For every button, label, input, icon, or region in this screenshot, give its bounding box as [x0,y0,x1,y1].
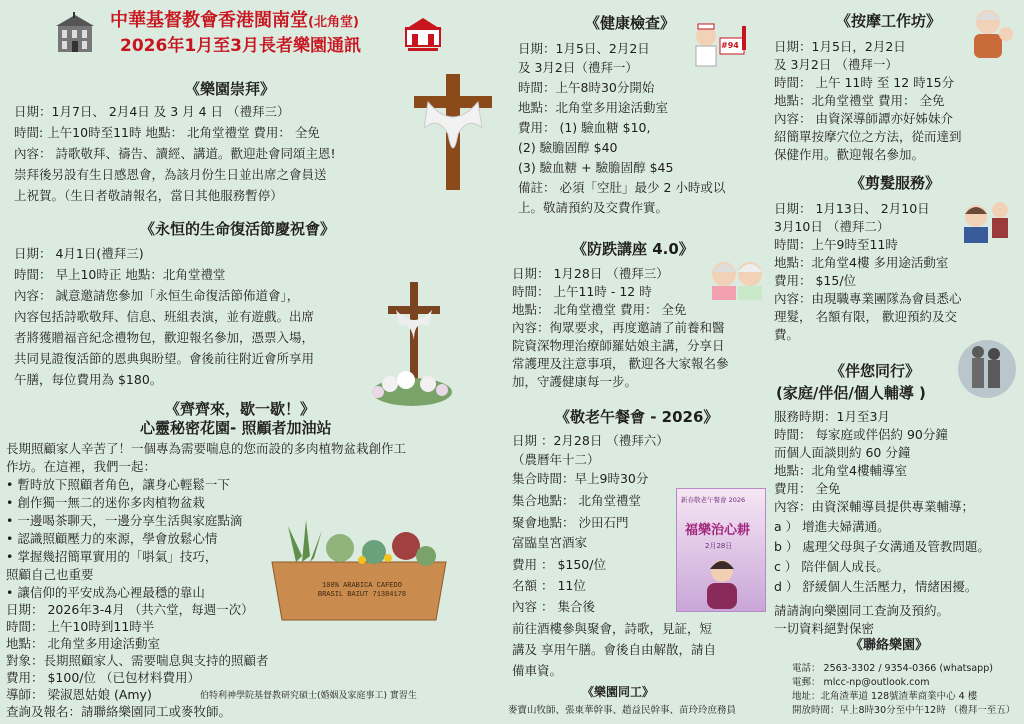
nurse-icon [692,22,752,68]
staff-title: 《樂園同工》 [582,685,655,699]
caregiver-detail: 費用： $100/位 （已包材料費用） [6,670,200,685]
companion-line: 地點：北角堂4樓輔導室 [774,463,907,478]
lunch-line: 講及 享用午膳。會後自由解散，請自 [512,642,716,657]
easter-line: 內容： 誠意邀請您參加「永恒生命復活節佈道會」， [14,288,300,303]
worship-line: 內容： 詩歌敬拜、禱告、讀經、講道。歡迎赴會同頌主恩! [14,146,336,161]
companion-line: b ） 處理父母與子女溝通及管教問題。 [774,539,990,554]
health-line: 費用： (1) 驗血糖 $10, [518,120,651,135]
companion-line: a ） 增進夫婦溝通。 [774,519,890,534]
lunch-title: 《敬老午餐會 - 2026》 [555,408,719,426]
caregiver-bullet: • 認識照顧壓力的來源，學會放鬆心情 [6,531,218,546]
massage-line: 紹簡單按摩穴位之方法，從而達到 [774,129,962,144]
lunch-line: 集合時間：早上9時30分 [512,471,649,486]
massage-line: 內容： 由資深導師譚亦好姊妹介 [774,111,953,126]
lunch-line: 富臨皇宮酒家 [512,535,588,550]
health-line: 上。敬請預約及交費作實。 [518,200,669,215]
caregiver-bullet: • 掌握幾招簡單實用的「唞氣」技巧， [6,549,218,564]
caregiver-bullet: • 暫時放下照顧者角色，讓身心輕鬆一下 [6,477,230,492]
companion-line: 時間： 每家庭或伴侶約 90分鐘 [774,427,948,442]
companion-line: 服務時期：1月至3月 [774,409,890,424]
easter-line: 時間： 早上10時正 地點：北角堂禮堂 [14,267,226,282]
haircut-line: 日期： 1月13日、 2月10日 [774,201,930,216]
haircut-title: 《剪髮服務》 [850,174,941,192]
companion-line: 內容：由資深輔導員提供專業輔導； [774,499,975,514]
caregiver-detail: 導師： 梁淑恩姑娘 (Amy) [6,687,152,702]
lunch-line: 備車資。 [512,663,563,678]
contact-phone: 電話： 2563-3302 / 9354-0366 (whatsapp) [792,663,993,674]
fall-line: 內容：徇眾要求，再度邀請了前養和醫 [512,320,725,335]
companion-line: 而個人面談則約 60 分鐘 [774,445,911,460]
contact-hours: 開放時間：早上8時30分至中午12時 （禮拜一至五） [792,705,1016,716]
massage-elder-icon [966,6,1016,60]
lunch-line: 集合地點： 北角堂禮堂 [512,493,641,508]
succulent-planter-icon [266,516,452,622]
elderly-couple-icon [706,258,768,302]
health-line: 時間：上午8時30分開始 [518,80,655,95]
easter-line: 共同見證復活節的恩典與盼望。會後前往附近會所享用 [14,351,315,366]
companion-title: 《伴您同行》 [830,362,921,380]
massage-line: 時間： 上午 11時 至 12 時15分 [774,75,955,90]
lunch-line: 名額 ： 11位 [512,578,586,593]
lunch-line: 內容 ： 集合後 [512,599,595,614]
health-badge: #94 [721,41,739,50]
seniors-logo [404,18,442,52]
tutor-note: 伯特利神學院基督教研究碩士(婚姻及家庭事工) 實習生 [200,691,417,701]
companion-line: d ） 舒緩個人生活壓力，情緒困擾。 [774,579,978,594]
easter-line: 者將獲贈福音紀念禮物包，歡迎報名參加，憑票入場， [14,330,315,345]
haircut-icon [956,196,1016,244]
fall-line: 加，守護健康每一步。 [512,374,638,389]
caregiver-title: 《齊齊來，歇一歇！》 [165,400,316,418]
contact-email: 電郵： mlcc-np@outlook.com [792,677,930,688]
easter-line: 日期： 4月1日(禮拜三) [14,246,144,261]
massage-line: 地點：北角堂禮堂 費用： 全免 [774,93,945,108]
newsletter-title: 2026年1月至3月長者樂園通訊 [120,36,361,56]
caregiver-detail: 查詢及報名：請聯絡樂園同工或麥牧師。 [6,704,232,719]
caregiver-bullet: 照顧自己也重要 [6,567,94,582]
church-building-logo [52,12,98,54]
caregiver-intro: 作坊。在這裡，我們一起： [6,459,157,474]
fall-title: 《防跌講座 4.0》 [572,240,694,258]
cross-with-cloth-icon [408,72,498,192]
easter-line: 內容包括詩歌敬拜、信息、班組表演，並有遊戲。出席 [14,309,315,324]
health-title: 《健康檢查》 [585,14,676,32]
lunch-line: 前往酒樓參與聚會，詩歌，見証，短 [512,621,713,636]
health-line: (2) 驗膽固醇 $40 [518,140,618,155]
fall-line: 日期： 1月28日 （禮拜三） [512,266,669,281]
worship-line: 上祝賀。（生日者敬請報名，當日其他服務暫停） [14,188,283,203]
cross-with-lilies-icon [366,280,458,412]
caregiver-detail: 地點： 北角堂多用途活動室 [6,636,160,651]
companion-line: c ） 陪伴個人成長。 [774,559,889,574]
health-line: 日期：1月5日、2月2日 [518,41,650,56]
companion-line: 費用： 全免 [774,481,841,496]
poster-date: 2月28日 [705,542,733,550]
worship-line: 日期：1月7日、 2月4日 及 3 月 4 日 （禮拜三） [14,104,290,119]
fall-line: 常護理及注意事項， 歡迎各大家報名參 [512,356,729,371]
caregiver-subtitle: 心靈秘密花園- 照顧者加油站 [140,419,332,437]
massage-title: 《按摩工作坊》 [836,12,942,30]
contact-title: 《聯絡樂園》 [850,638,929,653]
fall-line: 時間： 上午11時 - 12 時 [512,284,652,299]
lunch-line: 費用 ： $150/位 [512,557,606,572]
haircut-line: 內容：由現職專業團隊為會員悉心 [774,291,962,306]
contact-address: 地址：北角渣華道 128號渣華商業中心 4 樓 [792,691,978,702]
easter-title: 《永恒的生命復活節慶祝會》 [140,220,336,238]
lunch-line: （農曆年十二） [512,452,600,467]
lunch-poster [676,488,766,612]
haircut-line: 地點：北角堂4樓 多用途活動室 [774,255,949,270]
caregiver-bullet: • 讓信仰的平安成為心裡最穩的靠山 [6,585,205,600]
massage-line: 日期：1月5日，2月2日 [774,39,906,54]
poster-title: 福樂治心耕 [685,523,751,538]
caregiver-bullet: • 一邊喝茶聊天，一邊分享生活與家庭點滴 [6,513,243,528]
caregiver-intro: 長期照顧家人辛苦了！一個專為需要喘息的您而設的多肉植物盆栽創作工 [6,441,407,456]
church-name: 中華基督教會香港閩南堂(北角堂) [110,10,359,31]
lunch-line: 聚會地點： 沙田石門 [512,515,629,530]
companion-couple-icon [958,336,1016,402]
staff-names: 麥寶山牧師、張東華幹事、趙益民幹事、苗玲玲庶務員 [508,705,737,716]
planter-label: 100% ARABICA CAFEDO BRASIL BAIUT 71384178 [317,582,407,599]
massage-line: 保健作用。歡迎報名參加。 [774,147,925,162]
health-line: 備註： 必須「空肚」最少 2 小時或以 [518,180,726,195]
health-line: 地點：北角堂多用途活動室 [518,100,669,115]
poster-person-icon [703,557,741,609]
haircut-line: 理髮， 名額有限， 歡迎預約及交 [774,309,957,324]
worship-line: 時間: 上午10時至11時 地點： 北角堂禮堂 費用： 全免 [14,125,320,140]
companion-subtitle: (家庭/伴侶/個人輔導 ) [776,384,926,402]
fall-line: 地點： 北角堂禮堂 費用： 全免 [512,302,687,317]
companion-line: 請請詢向樂園同工查詢及預約。 [774,603,950,618]
haircut-line: 費用： $15/位 [774,273,857,288]
caregiver-detail: 對象：長期照顧家人、需要喘息與支持的照顧者 [6,653,269,668]
haircut-line: 費。 [774,327,800,342]
worship-title: 《樂園崇拜》 [185,80,276,98]
haircut-line: 3月10日 （禮拜二） [774,219,890,234]
health-line: 及 3月2日（禮拜一） [518,60,638,75]
worship-line: 崇拜後另設有生日感恩會，為該月份生日並出席之會員送 [14,167,327,182]
haircut-line: 時間：上午9時至11時 [774,237,898,252]
companion-line: 一切資料絕對保密 [774,621,875,636]
caregiver-detail: 日期： 2026年3-4月 （共六堂，每週一次） [6,602,254,617]
caregiver-detail: 時間： 上午10時到11時半 [6,619,155,634]
massage-line: 及 3月2日 （禮拜一） [774,57,898,72]
easter-line: 午膳，每位費用為 $180。 [14,372,163,387]
fall-line: 院資深物理治療師羅姑娘主講，分享日 [512,338,725,353]
poster-top-text: 新春敬老午餐會 2026 [681,496,746,504]
lunch-line: 日期 ：2月28日 （禮拜六） [512,433,669,448]
caregiver-bullet: • 創作獨一無二的迷你多肉植物盆栽 [6,495,205,510]
health-line: (3) 驗血糖 + 驗膽固醇 $45 [518,160,674,175]
